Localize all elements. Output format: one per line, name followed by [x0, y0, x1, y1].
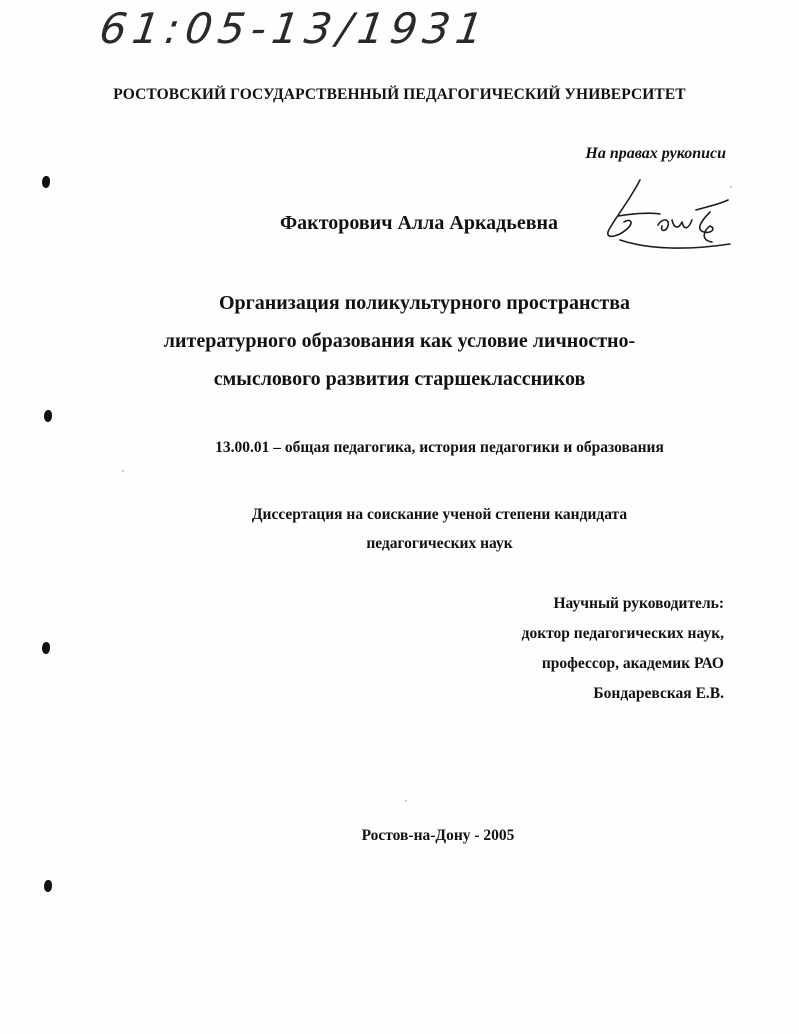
title-line: смыслового развития старшеклассников — [213, 368, 586, 390]
city-year: Ростов-на-Дону - 2005 — [361, 827, 515, 844]
supervisor-line: Бондаревская Е.В. — [593, 685, 724, 702]
supervisor-line: доктор педагогических наук, — [521, 625, 724, 642]
binding-hole-mark — [42, 176, 50, 188]
specialty-code: 13.00.01 – общая педагогика, история педагогики и образования — [215, 439, 664, 456]
binding-hole-mark — [44, 880, 52, 892]
scan-speck — [122, 470, 124, 472]
scan-speck — [730, 186, 732, 188]
degree-line: педагогических наук — [366, 535, 513, 552]
signature-image — [600, 170, 740, 260]
manuscript-note: На правах рукописи — [585, 145, 726, 162]
university-name: РОСТОВСКИЙ ГОСУДАРСТВЕННЫЙ ПЕДАГОГИЧЕСКИЙ УНИВЕРСИТЕТ — [113, 86, 686, 103]
archive-code: 61:05-13/1931 — [96, 4, 493, 53]
binding-hole-mark — [44, 410, 52, 422]
dissertation-title — [0, 284, 799, 398]
title-line: Организация поликультурного пространства — [218, 292, 631, 314]
degree-statement — [0, 500, 799, 558]
supervisor-block — [522, 589, 724, 709]
supervisor-line: Научный руководитель: — [553, 595, 724, 612]
title-line: литературного образования как условие личностно- — [163, 330, 636, 352]
supervisor-line: профессор, академик РАО — [541, 655, 724, 672]
binding-hole-mark — [42, 642, 50, 654]
degree-line: Диссертация на соискание ученой степени кандидата — [251, 506, 628, 523]
scan-speck — [405, 800, 407, 802]
author-name: Факторович Алла Аркадьевна — [280, 212, 559, 234]
